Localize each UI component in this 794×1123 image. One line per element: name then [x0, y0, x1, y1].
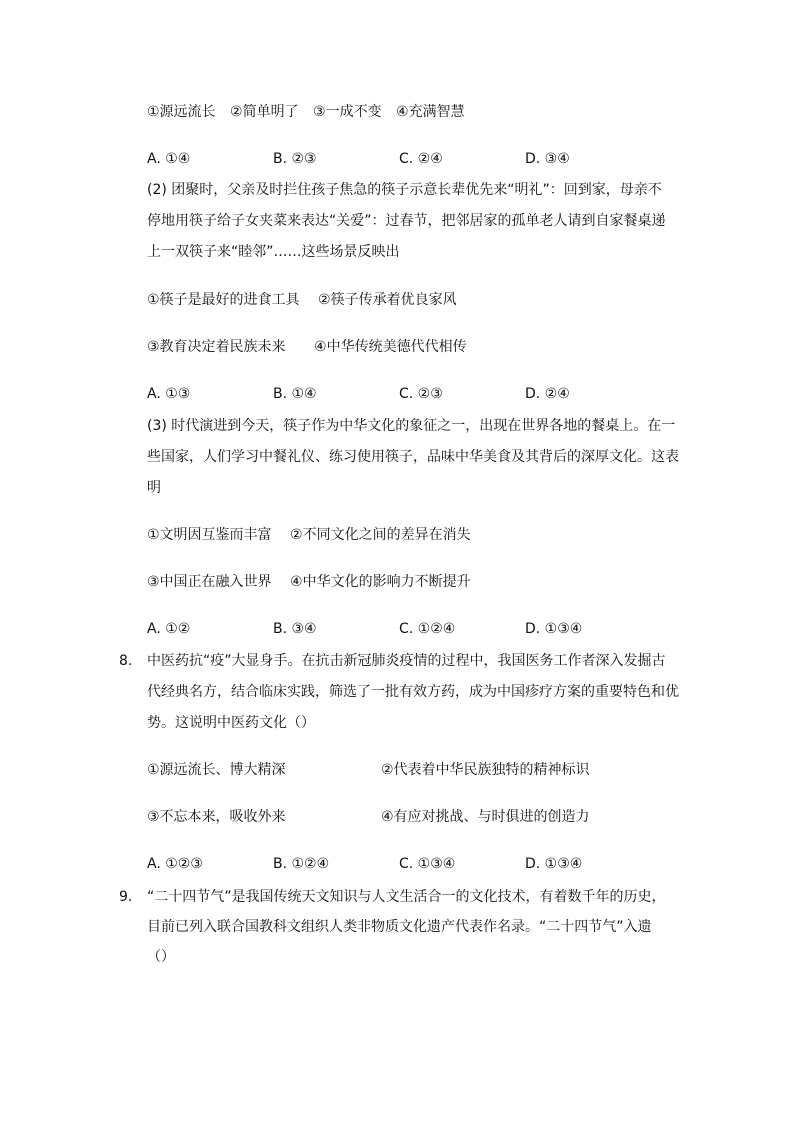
q7-sub1-option-b[interactable]: B. ②③	[273, 151, 317, 167]
q7-sub3-option-a[interactable]: A. ①②	[147, 621, 191, 637]
statement: ③中国正在融入世界	[147, 574, 272, 590]
question-number: 8.	[119, 653, 133, 669]
q8-stem-line: 代经典名方，结合临床实践，筛选了一批有效方药，成为中国疹疗方案的重要特色和优	[147, 684, 679, 700]
q7-sub2-option-b[interactable]: B. ①④	[273, 386, 317, 402]
q8-statement: ③不忘本来，吸收外来	[147, 809, 286, 825]
q7-sub1-option-c[interactable]: C. ②④	[399, 151, 443, 167]
statement: ①源远流长	[147, 104, 216, 120]
q7-sub3-option-b[interactable]: B. ③④	[273, 621, 317, 637]
q7-sub2-stem-line: (2) 团聚时，父亲及时拦住孩子焦急的筷子示意长辈优先来“明礼”：回到家，母亲不	[147, 182, 662, 198]
q9-stem-line: （）	[147, 949, 175, 965]
statement: ④充满智慧	[396, 104, 465, 120]
q9-stem-line: “二十四节气”是我国传统天文知识与人文生活合一的文化技术，有着数千年的历史，	[147, 889, 666, 905]
q8-statement: ②代表着中华民族独特的精神标识	[381, 762, 590, 778]
q8-option-d[interactable]: D. ①③④	[525, 856, 583, 872]
q7-sub2-statements-row1	[147, 290, 457, 310]
q7-sub2-stem-line: 停地用筷子给子女夹菜来表达“关爱”：过春节，把邻居家的孤单老人请到自家餐桌递	[147, 213, 666, 229]
statement: ②筷子传承着优良家风	[318, 292, 457, 308]
q8-stem-line: 势。这说明中医药文化（）	[147, 715, 315, 731]
q7-sub2-option-c[interactable]: C. ②③	[399, 386, 443, 402]
q8-option-c[interactable]: C. ①③④	[399, 856, 456, 872]
q8-statement: ④有应对挑战、与时俱进的创造力	[381, 809, 590, 825]
q7-sub1-option-a[interactable]: A. ①④	[147, 151, 191, 167]
q7-sub3-option-d[interactable]: D. ①③④	[525, 621, 583, 637]
statement: ④中华文化的影响力不断提升	[290, 574, 471, 590]
q7-sub3-stem-line: (3) 时代演进到今天，筷子作为中华文化的象征之一，出现在世界各地的餐桌上。在一	[147, 418, 676, 434]
question-number: 9.	[119, 889, 133, 905]
statement: ②简单明了	[230, 104, 299, 120]
q7-sub1-option-d[interactable]: D. ③④	[525, 151, 570, 167]
q8-stem-line: 中医药抗“疫”大显身手。在抗击新冠肺炎疫情的过程中，我国医务工作者深入发掘古	[147, 653, 666, 669]
q7-sub2-option-d[interactable]: D. ②④	[525, 386, 570, 402]
q7-sub3-stem-line: 些国家，人们学习中餐礼仪、练习使用筷子，品味中华美食及其背后的深厚文化。这表	[147, 449, 679, 465]
q8-option-a[interactable]: A. ①②③	[147, 856, 203, 872]
q8-statement: ①源远流长、博大精深	[147, 762, 286, 778]
q7-sub2-option-a[interactable]: A. ①③	[147, 386, 191, 402]
statement: ③教育决定着民族未来	[147, 339, 286, 355]
q8-option-b[interactable]: B. ①②④	[273, 856, 330, 872]
q7-sub3-stem-line: 明	[147, 480, 161, 496]
q7-sub1-statements	[147, 102, 465, 122]
statement: ①文明因互鉴而丰富	[147, 527, 272, 543]
statement: ②不同文化之间的差异在消失	[290, 527, 471, 543]
statement: ④中华传统美德代代相传	[314, 339, 467, 355]
q7-sub3-option-c[interactable]: C. ①②④	[399, 621, 456, 637]
q7-sub2-stem-line: 上一双筷子来“睦邻”……这些场景反映出	[147, 244, 400, 260]
q7-sub3-statements-row1	[147, 525, 471, 545]
statement: ③一成不变	[313, 104, 382, 120]
q7-sub2-statements-row2	[147, 337, 467, 357]
statement: ①筷子是最好的进食工具	[147, 292, 300, 308]
q9-stem-line: 目前已列入联合国教科文组织人类非物质文化遗产代表作名录。“二十四节气”入遗	[147, 919, 652, 935]
q7-sub3-statements-row2	[147, 572, 471, 592]
